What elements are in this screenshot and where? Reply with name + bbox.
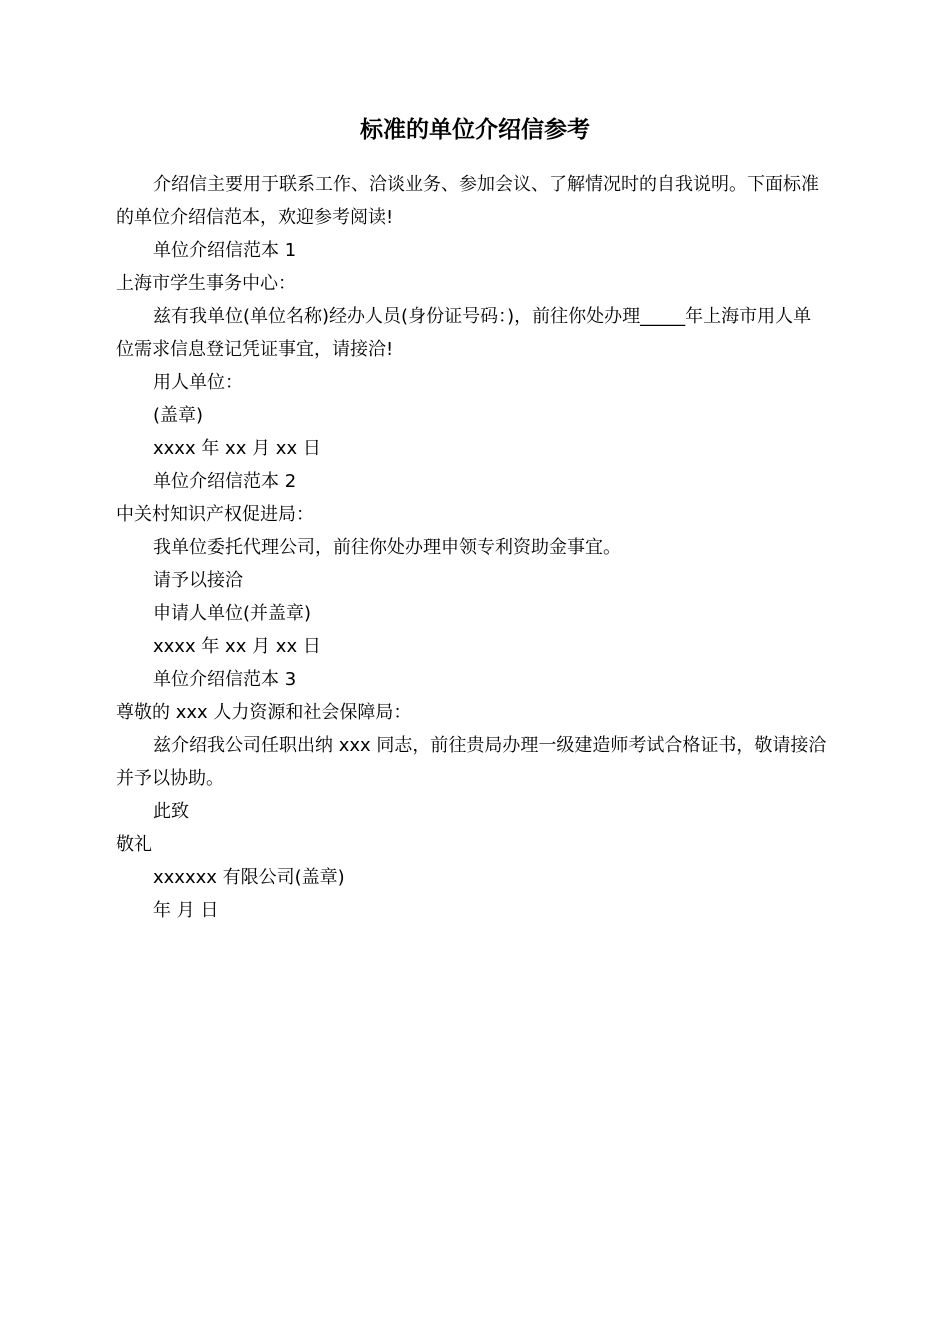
paragraph-intro: 介绍信主要用于联系工作、洽谈业务、参加会议、了解情况时的自我说明。下面标准的单位介绍信范本，欢迎参考阅读! xyxy=(116,174,819,228)
sample-3-date: 年 月 日 xyxy=(153,900,219,921)
sample-3-company: xxxxxx 有限公司(盖章) xyxy=(153,867,345,888)
sample-1-body: 兹有我单位(单位名称)经办人员(身份证号码：)，前往你处办理_____年上海市用人单位需求信息登记凭证事宜，请接洽! xyxy=(116,306,812,360)
sample-2-heading: 单位介绍信范本 2 xyxy=(153,471,297,492)
sample-3-body: 兹介绍我公司任职出纳 xxx 同志，前往贵局办理一级建造师考试合格证书，敬请接洽并予以协助。 xyxy=(116,735,827,789)
sample-2-recipient: 中关村知识产权促进局： xyxy=(116,504,314,525)
sample-2-applicant: 申请人单位(并盖章) xyxy=(153,603,312,624)
sample-2-body: 我单位委托代理公司，前往你处办理申领专利资助金事宜。 xyxy=(153,537,621,558)
sample-1-heading: 单位介绍信范本 1 xyxy=(153,240,297,261)
sample-1-date: xxxx 年 xx 月 xx 日 xyxy=(153,438,321,459)
sample-1-recipient: 上海市学生事务中心： xyxy=(116,273,296,294)
sample-3-recipient: 尊敬的 xxx 人力资源和社会保障局： xyxy=(116,702,412,723)
document-body xyxy=(116,168,828,927)
document-title: 标准的单位介绍信参考 xyxy=(360,117,590,143)
sample-3-heading: 单位介绍信范本 3 xyxy=(153,669,297,690)
sample-1-seal: (盖章) xyxy=(153,405,204,426)
sample-1-employer: 用人单位： xyxy=(153,372,243,393)
sample-2-date: xxxx 年 xx 月 xx 日 xyxy=(153,636,321,657)
sample-3-closing: 此致 xyxy=(153,801,189,822)
sample-2-request: 请予以接洽 xyxy=(153,570,243,591)
sample-3-salute: 敬礼 xyxy=(116,834,152,855)
